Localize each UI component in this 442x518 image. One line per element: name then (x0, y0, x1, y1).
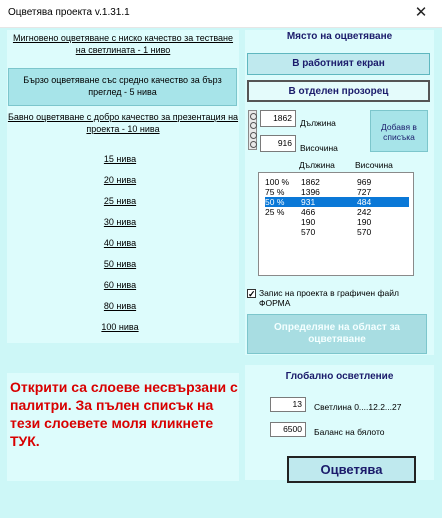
height-label: Височина (300, 143, 338, 153)
spin-up-icon[interactable] (250, 132, 257, 139)
resolution-cell-pct: 25 % (265, 207, 285, 217)
white-balance-input[interactable]: 6500 (270, 422, 306, 437)
resolution-cell-w: 1396 (301, 187, 320, 197)
width-label: Дължина (300, 118, 336, 128)
level-link[interactable]: 60 нива (103, 280, 137, 290)
level-link[interactable]: 100 нива (101, 322, 139, 332)
height-input[interactable]: 916 (260, 135, 296, 152)
list-header-width: Дължина (299, 160, 335, 170)
spin-up-icon[interactable] (250, 113, 257, 120)
resolution-cell-w: 931 (301, 197, 316, 207)
resolution-row[interactable] (265, 187, 409, 197)
level-link[interactable]: 50 нива (103, 259, 137, 269)
resolution-row[interactable] (265, 227, 409, 237)
resolution-cell-h: 727 (357, 187, 372, 197)
window-title: Оцветява проекта v.1.31.1 (8, 7, 130, 18)
width-input[interactable]: 1862 (260, 110, 296, 127)
resolution-cell-w: 570 (301, 227, 316, 237)
resolution-cell-h: 570 (357, 227, 372, 237)
resolution-row[interactable] (265, 177, 409, 187)
resolution-cell-pct: 75 % (265, 187, 285, 197)
global-light-header: Глобално осветление (285, 371, 394, 382)
separate-window-button[interactable]: В отделен прозорец (247, 80, 430, 102)
list-header-height: Височина (355, 160, 393, 170)
level-link[interactable]: 25 нива (103, 196, 137, 206)
resolution-list[interactable] (258, 172, 414, 276)
spin-down-icon[interactable] (250, 141, 257, 148)
resolution-cell-h: 242 (357, 207, 372, 217)
work-screen-button[interactable]: В работният екран (247, 53, 430, 75)
resolution-row[interactable] (265, 197, 409, 207)
light-input[interactable]: 13 (270, 397, 306, 412)
level-link[interactable]: 15 нива (103, 154, 137, 164)
render-button[interactable]: Оцветява (287, 456, 416, 483)
level-link[interactable]: 20 нива (103, 175, 137, 185)
light-label: Светлина 0....12.2...27 (314, 402, 402, 412)
resolution-cell-w: 1862 (301, 177, 320, 187)
slow-render-link[interactable]: Бавно оцветяване с добро качество за презентация на проекта - 10 нива (7, 112, 239, 134)
resolution-cell-pct: 50 % (265, 197, 285, 207)
level-link[interactable]: 80 нива (103, 301, 137, 311)
define-area-button[interactable]: Определяне на област за оцветяване (247, 314, 427, 354)
save-checkbox-label: Запис на проекта в графичен файл ФОРМА (259, 288, 399, 308)
place-header: Място на оцветяване (286, 31, 393, 42)
level-link[interactable]: 30 нива (103, 217, 137, 227)
close-icon[interactable]: ✕ (414, 4, 428, 21)
white-balance-label: Баланс на бялото (314, 427, 385, 437)
resolution-row[interactable] (265, 207, 409, 217)
resolution-cell-h: 190 (357, 217, 372, 227)
add-to-list-button[interactable]: Добавя в списъка (370, 110, 428, 152)
quick-render-link[interactable]: Мигновено оцветяване с ниско качество за тестване на светлината - 1 ниво (12, 33, 234, 55)
size-spinner[interactable] (248, 110, 257, 150)
level-link[interactable]: 40 нива (103, 238, 137, 248)
resolution-row[interactable] (265, 217, 409, 227)
spin-down-icon[interactable] (250, 122, 257, 129)
medium-render-button[interactable]: Бързо оцветяване със средно качество за бърз преглед - 5 нива (8, 68, 237, 106)
save-checkbox[interactable]: ✓ (248, 289, 256, 299)
resolution-cell-pct: 100 % (265, 177, 290, 187)
resolution-cell-w: 190 (301, 217, 316, 227)
resolution-cell-h: 969 (357, 177, 372, 187)
warning-link[interactable]: Открити са слоеве несвързани с палитри. За пълен списък на тези слоевете моля кликнете ТУК. (10, 379, 238, 449)
resolution-cell-w: 466 (301, 207, 316, 217)
resolution-cell-h: 484 (357, 197, 372, 207)
